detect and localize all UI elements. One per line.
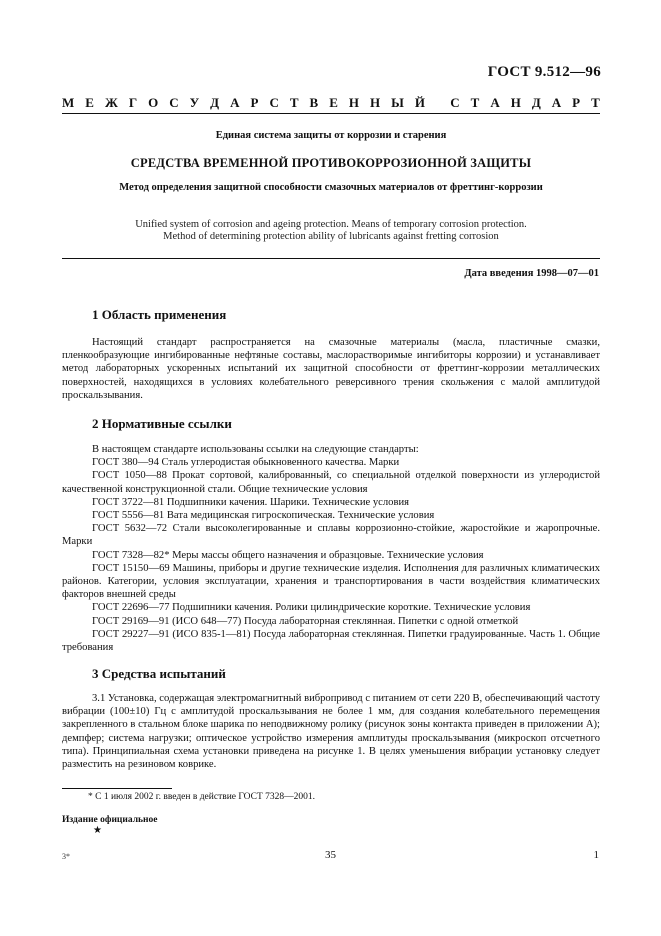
banner-letter: С	[450, 95, 460, 110]
paragraph: 3.1 Установка, содержащая электромагнитный вибропривод с питанием от сети 220 В, обеспечивающий частоту вибрации (100±10) Гц с амплитудой проскальзывания не более 1 мм, для создания колебательного перемещения закрепленного в стальном блоке шарика по неподвижному ролику (рисунок зоны контакта приведен в приложении А); демпфер; система нагрузки; оптическое устройство измерения амплитуды проскальзывания (микроскоп отсчетного типа). Принципиальная схема установки приведена на рисунке 1. В целях уменьшения вибрации установку следует разместить на резиновом коврике.	[62, 693, 600, 771]
system-title: Единая система защиты от коррозии и старения	[215, 130, 447, 141]
banner-letter: М	[62, 95, 75, 110]
official-edition-label: Издание официальное	[62, 815, 158, 825]
footnote-rule	[62, 788, 172, 789]
banner-letter: А	[490, 95, 500, 110]
reference-item: ГОСТ 29227—91 (ИСО 835-1—81) Посуда лабораторная стеклянная. Пипетки градуированные. Часть 1. Общие требования	[62, 628, 600, 654]
standard-banner	[62, 95, 600, 111]
reference-item: ГОСТ 3722—81 Подшипники качения. Шарики. Технические условия	[92, 496, 410, 508]
method-subtitle: Метод определения защитной способности смазочных материалов от фреттинг-коррозии	[119, 182, 543, 193]
reference-item: ГОСТ 5632—72 Стали высоколегированные и сплавы коррозионно-стойкие, жаростойкие и жаропрочные. Марки	[62, 523, 600, 548]
banner-rule	[62, 113, 600, 114]
banner-letter: У	[189, 95, 200, 110]
english-title-line-2: Method of determining protection ability of lubricants against fretting corrosion	[163, 231, 499, 242]
banner-letter: Т	[470, 95, 480, 110]
banner-letter: Т	[289, 95, 299, 110]
section-2-heading: 2 Нормативные ссылки	[92, 416, 232, 431]
title-rule	[62, 258, 600, 259]
banner-letter: Н	[348, 95, 359, 110]
reference-item: ГОСТ 29169—91 (ИСО 648—77) Посуда лабораторная стеклянная. Пипетки с одной отметкой	[92, 615, 519, 627]
banner-letter: Д	[210, 95, 220, 110]
paragraph: Настоящий стандарт распространяется на смазочные материалы (масла, пластичные смазки, пленкообразующие ингибированные нефтяные составы, маслорастворимые ингибиторы коррозии) и устанавливает метод лабораторных ускоренных испытаний их защитной способности от фреттинг-коррозии металлических поверхностей, находящихся в условиях колебательного реверсивного трения скольжения с малой амплитудой проскальзывания.	[62, 337, 600, 401]
paragraph: В настоящем стандарте использованы ссылки на следующие стандарты:	[92, 444, 419, 455]
banner-letter: Д	[531, 95, 541, 110]
english-title-line-1: Unified system of corrosion and ageing protection. Means of temporary corrosion protection.	[135, 219, 527, 230]
reference-item: ГОСТ 1050—88 Прокат сортовой, калиброванный, со специальной отделкой поверхности из углеродистой качественной конструкционной стали. Общие технические условия	[62, 470, 600, 495]
banner-letter: Р	[572, 95, 581, 110]
footnote: * С 1 июля 2002 г. введен в действие ГОСТ 7328—2001.	[88, 792, 316, 802]
banner-letter: Т	[591, 95, 600, 110]
reference-item: ГОСТ 5556—81 Вата медицинская гигроскопическая. Технические условия	[92, 510, 435, 522]
date-of-introduction: Дата введения 1998—07—01	[464, 268, 599, 279]
reference-item: ГОСТ 15150—69 Машины, приборы и другие технические изделия. Исполнения для различных климатических районов. Категории, условия эксплуатации, хранения и транспортирования в части воздействия климатических факторов внешней среды	[62, 562, 600, 601]
banner-letter: С	[269, 95, 279, 110]
section-1-body	[62, 336, 600, 402]
section-1-heading: 1 Область применения	[92, 307, 227, 322]
star-icon: ★	[93, 825, 102, 836]
banner-letter: Ж	[104, 95, 118, 110]
banner-letter: Н	[510, 95, 521, 110]
section-3-heading: 3 Средства испытаний	[92, 666, 226, 681]
banner-letter: О	[148, 95, 159, 110]
banner-letter: Г	[128, 95, 138, 110]
page-number: 35	[325, 849, 336, 861]
banner-letter: Р	[250, 95, 259, 110]
banner-letter: Н	[369, 95, 381, 110]
sheet-number: 1	[593, 849, 599, 861]
banner-letter: Ы	[391, 95, 404, 110]
banner-letter: А	[551, 95, 562, 110]
banner-letter: В	[309, 95, 319, 110]
main-title: СРЕДСТВА ВРЕМЕННОЙ ПРОТИВОКОРРОЗИОННОЙ ЗАЩИТЫ	[130, 156, 532, 170]
banner-letter: Е	[85, 95, 94, 110]
section-3-body	[62, 692, 600, 771]
banner-letter	[436, 95, 439, 111]
reference-item: ГОСТ 22696—77 Подшипники качения. Ролики цилиндрические короткие. Технические условия	[92, 602, 531, 614]
reference-item: ГОСТ 380—94 Сталь углеродистая обыкновенного качества. Марки	[92, 457, 400, 469]
banner-letter: С	[169, 95, 179, 110]
banner-letter: Е	[329, 95, 338, 110]
reference-item: ГОСТ 7328—82* Меры массы общего назначения и образцовые. Технические условия	[92, 549, 484, 561]
signature-mark: 3*	[62, 852, 70, 861]
gost-code: ГОСТ 9.512—96	[487, 64, 601, 80]
banner-letter: А	[230, 95, 240, 110]
banner-letter: Й	[414, 95, 425, 110]
section-2-body	[62, 443, 600, 654]
